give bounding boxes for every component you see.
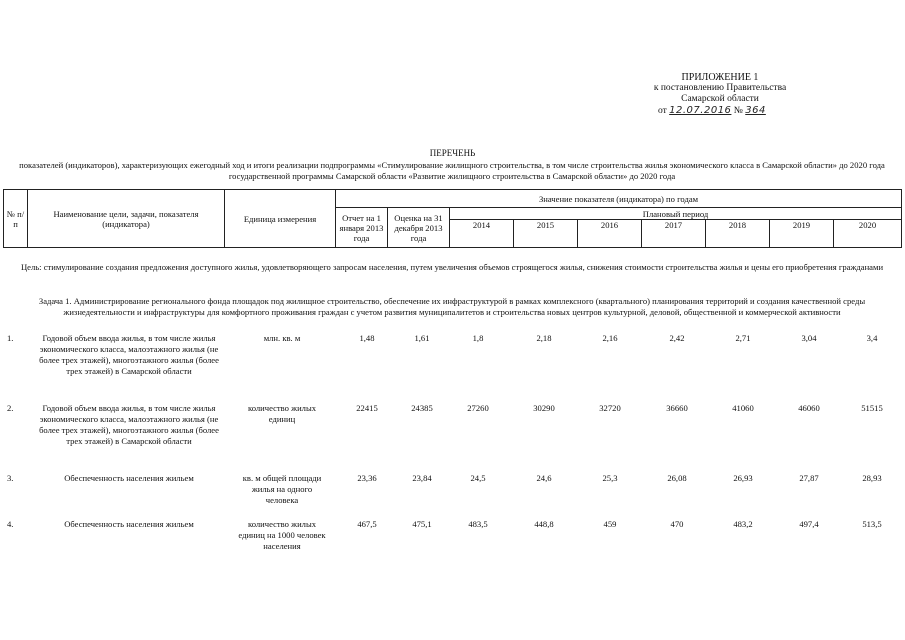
annex-from-label: от <box>658 106 667 116</box>
document-title: ПЕРЕЧЕНЬ <box>429 148 476 158</box>
row-value: 24,5 <box>470 473 486 483</box>
document-subtitle: показателей (индикаторов), характеризующих ежегодный ход и итоги реализации подпрограммы «Стимулирование жилищного строительства, в том числе строительства жилья экономического класса в Самарской области» до 2020 года государственной программы Самарской области «Развитие жилищного строительства в Самарской области» до 2020 года <box>19 160 885 181</box>
row-value: 1,48 <box>359 333 375 343</box>
header-unit: Единица измерения <box>225 190 336 248</box>
row-value: 27,87 <box>799 473 819 483</box>
goal-text: Цель: стимулирование создания предложения доступного жилья, удовлетворяющего запросам населения, путем увеличения объемов строящегося жилья, снижения стоимости строительства жилья и цены его приобретения гражданами <box>20 262 884 272</box>
row-value: 26,08 <box>667 473 687 483</box>
annex-date-line <box>640 105 800 117</box>
annex-title: ПРИЛОЖЕНИЕ 1 <box>681 72 759 83</box>
header-year: 2016 <box>578 220 642 248</box>
row-unit: количество жилых единиц на 1000 человек населения <box>238 519 326 551</box>
header-values-group: Значение показателя (индикатора) по годам <box>336 190 902 208</box>
row-value: 459 <box>603 519 617 529</box>
row-value: 475,1 <box>412 519 432 529</box>
header-table <box>3 189 902 248</box>
row-value: 1,61 <box>414 333 430 343</box>
row-value: 483,5 <box>468 519 488 529</box>
row-name: Обеспеченность населения жильем <box>64 473 194 483</box>
row-value: 467,5 <box>357 519 377 529</box>
row-value: 25,3 <box>602 473 618 483</box>
row-value: 22415 <box>356 403 378 413</box>
row-value: 23,84 <box>412 473 432 483</box>
row-unit: млн. кв. м <box>263 333 301 343</box>
row-value: 27260 <box>467 403 489 413</box>
row-value: 30290 <box>533 403 555 413</box>
header-estimate: Оценка на 31 декабря 2013 года <box>388 208 450 248</box>
row-value: 3,04 <box>801 333 817 343</box>
row-value: 36660 <box>666 403 688 413</box>
header-year: 2018 <box>706 220 770 248</box>
row-value: 46060 <box>798 403 820 413</box>
annex-date: 12.07.2016 <box>669 105 732 116</box>
row-value: 483,2 <box>733 519 753 529</box>
row-num: 4. <box>7 519 14 529</box>
row-value: 23,36 <box>357 473 377 483</box>
row-num: 3. <box>7 473 14 483</box>
row-num: 1. <box>7 333 14 343</box>
row-name: Годовой объем ввода жилья, в том числе жилья экономического класса, малоэтажного жилья (не более трех этажей), многоэтажного жилья (более трех этажей) в Самарской области <box>39 403 219 446</box>
header-year: 2020 <box>834 220 902 248</box>
header-plan-period: Плановый период <box>450 208 902 220</box>
header-year: 2017 <box>642 220 706 248</box>
row-num: 2. <box>7 403 14 413</box>
annex-number: 364 <box>745 105 766 116</box>
header-name: Наименование цели, задачи, показателя (индикатора) <box>28 190 225 248</box>
header-year: 2015 <box>514 220 578 248</box>
header-year: 2014 <box>450 220 514 248</box>
row-value: 24385 <box>411 403 433 413</box>
row-value: 1,8 <box>472 333 484 343</box>
annex-line-2: Самарской области <box>681 94 759 104</box>
row-value: 32720 <box>599 403 621 413</box>
annex-block <box>640 72 800 117</box>
row-value: 24,6 <box>536 473 552 483</box>
row-unit: кв. м общей площади жилья на одного человека <box>242 473 322 505</box>
row-value: 513,5 <box>862 519 882 529</box>
row-value: 497,4 <box>799 519 819 529</box>
header-report: Отчет на 1 января 2013 года <box>336 208 388 248</box>
row-value: 28,93 <box>862 473 882 483</box>
row-name: Годовой объем ввода жилья, в том числе жилья экономического класса, малоэтажного жилья (не более трех этажей), многоэтажного жилья (более трех этажей) в Самарской области <box>39 333 219 376</box>
task-text: Задача 1. Администрирование регионального фонда площадок под жилищное строительство, обеспечение их инфраструктурой в рамках комплексного (квартального) планирования территорий и создания качественной среды жизнедеятельности и инфраструктуры для комфортного проживания граждан с учетом развития муниципалитетов и строительства новых центров культурной, деловой, общественной и коммерческой активности <box>38 296 866 317</box>
row-value: 3,4 <box>866 333 878 343</box>
row-value: 2,71 <box>735 333 751 343</box>
header-year: 2019 <box>770 220 834 248</box>
row-value: 2,42 <box>669 333 685 343</box>
header-num: № п/п <box>4 190 28 248</box>
annex-number-label: № <box>733 106 743 116</box>
row-value: 2,16 <box>602 333 618 343</box>
row-value: 2,18 <box>536 333 552 343</box>
row-unit: количество жилых единиц <box>247 403 317 424</box>
row-value: 448,8 <box>534 519 554 529</box>
row-name: Обеспеченность населения жильем <box>64 519 194 529</box>
row-value: 51515 <box>861 403 883 413</box>
row-value: 41060 <box>732 403 754 413</box>
row-value: 470 <box>670 519 684 529</box>
annex-line-1: к постановлению Правительства <box>653 83 787 93</box>
row-value: 26,93 <box>733 473 753 483</box>
